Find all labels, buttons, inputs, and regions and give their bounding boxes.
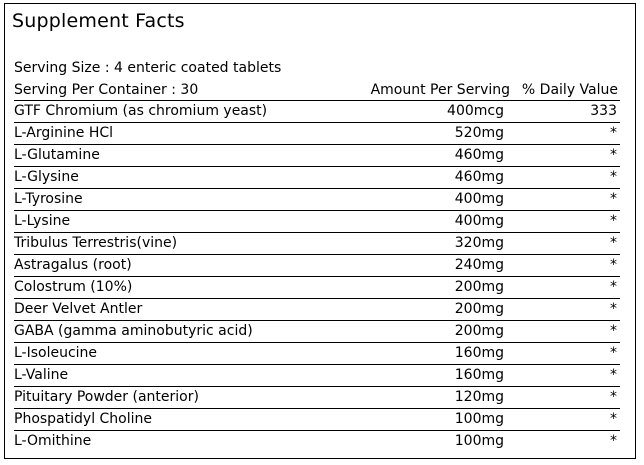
table-row (14, 101, 620, 123)
ingredient-name: Phospatidyl Choline (14, 411, 153, 427)
ingredient-daily-value: * (610, 279, 617, 295)
ingredient-name: Astragalus (root) (14, 257, 132, 273)
ingredient-amount: 200mg (454, 323, 504, 339)
ingredient-amount: 460mg (454, 169, 504, 185)
ingredient-daily-value: * (610, 169, 617, 185)
ingredient-amount: 460mg (454, 147, 504, 163)
table-row (14, 277, 620, 299)
ingredient-name: L-Valine (14, 367, 69, 383)
table-row (14, 431, 620, 452)
ingredient-name: Tribulus Terrestris(vine) (14, 235, 178, 251)
ingredient-daily-value: * (610, 235, 617, 251)
ingredient-daily-value: * (610, 147, 617, 163)
ingredient-name: L-Glysine (14, 169, 79, 185)
ingredient-daily-value: * (610, 433, 617, 449)
ingredient-amount: 160mg (454, 367, 504, 383)
ingredient-daily-value: * (610, 389, 617, 405)
table-row (14, 365, 620, 387)
panel-title: Supplement Facts (12, 10, 185, 32)
ingredient-amount: 400mcg (447, 103, 504, 119)
ingredient-daily-value: * (610, 345, 617, 361)
ingredient-name: Colostrum (10%) (14, 279, 133, 295)
table-header (14, 82, 620, 101)
table-row (14, 211, 620, 233)
ingredient-name: L-Arginine HCl (14, 125, 114, 141)
ingredient-amount: 240mg (454, 257, 504, 273)
ingredient-name: GTF Chromium (as chromium yeast) (14, 103, 268, 119)
ingredient-name: GABA (gamma aminobutyric acid) (14, 323, 253, 339)
ingredient-name: L-Tyrosine (14, 191, 83, 207)
daily-value-header: % Daily Value (521, 82, 618, 98)
ingredient-name: L-Lysine (14, 213, 71, 229)
table-row (14, 255, 620, 277)
ingredient-amount: 400mg (454, 191, 504, 207)
amount-per-serving-header: Amount Per Serving (370, 82, 510, 98)
table-row (14, 387, 620, 409)
ingredient-list (14, 101, 620, 452)
ingredient-amount: 400mg (454, 213, 504, 229)
table-row (14, 321, 620, 343)
ingredient-amount: 320mg (454, 235, 504, 251)
table-row (14, 409, 620, 431)
ingredient-name: Pituitary Powder (anterior) (14, 389, 199, 405)
supplement-facts-panel (4, 3, 636, 459)
table-row (14, 189, 620, 211)
ingredient-daily-value: 333 (590, 103, 617, 119)
ingredient-name: L-Glutamine (14, 147, 100, 163)
table-row (14, 233, 620, 255)
ingredient-amount: 160mg (454, 345, 504, 361)
ingredient-amount: 200mg (454, 301, 504, 317)
table-row (14, 123, 620, 145)
ingredient-amount: 200mg (454, 279, 504, 295)
servings-per-container: Serving Per Container : 30 (14, 82, 199, 98)
ingredient-daily-value: * (610, 301, 617, 317)
table-row (14, 343, 620, 365)
ingredient-amount: 100mg (454, 433, 504, 449)
ingredient-name: Deer Velvet Antler (14, 301, 143, 317)
ingredient-daily-value: * (610, 191, 617, 207)
ingredient-daily-value: * (610, 125, 617, 141)
ingredient-daily-value: * (610, 213, 617, 229)
ingredient-name: L-Omithine (14, 433, 92, 449)
table-row (14, 299, 620, 321)
table-row (14, 145, 620, 167)
table-row (14, 167, 620, 189)
ingredient-amount: 520mg (454, 125, 504, 141)
ingredient-daily-value: * (610, 411, 617, 427)
ingredient-daily-value: * (610, 257, 617, 273)
ingredient-daily-value: * (610, 367, 617, 383)
serving-size: Serving Size : 4 enteric coated tablets (14, 60, 282, 76)
ingredient-daily-value: * (610, 323, 617, 339)
ingredient-name: L-Isoleucine (14, 345, 98, 361)
ingredient-amount: 100mg (454, 411, 504, 427)
ingredient-amount: 120mg (454, 389, 504, 405)
